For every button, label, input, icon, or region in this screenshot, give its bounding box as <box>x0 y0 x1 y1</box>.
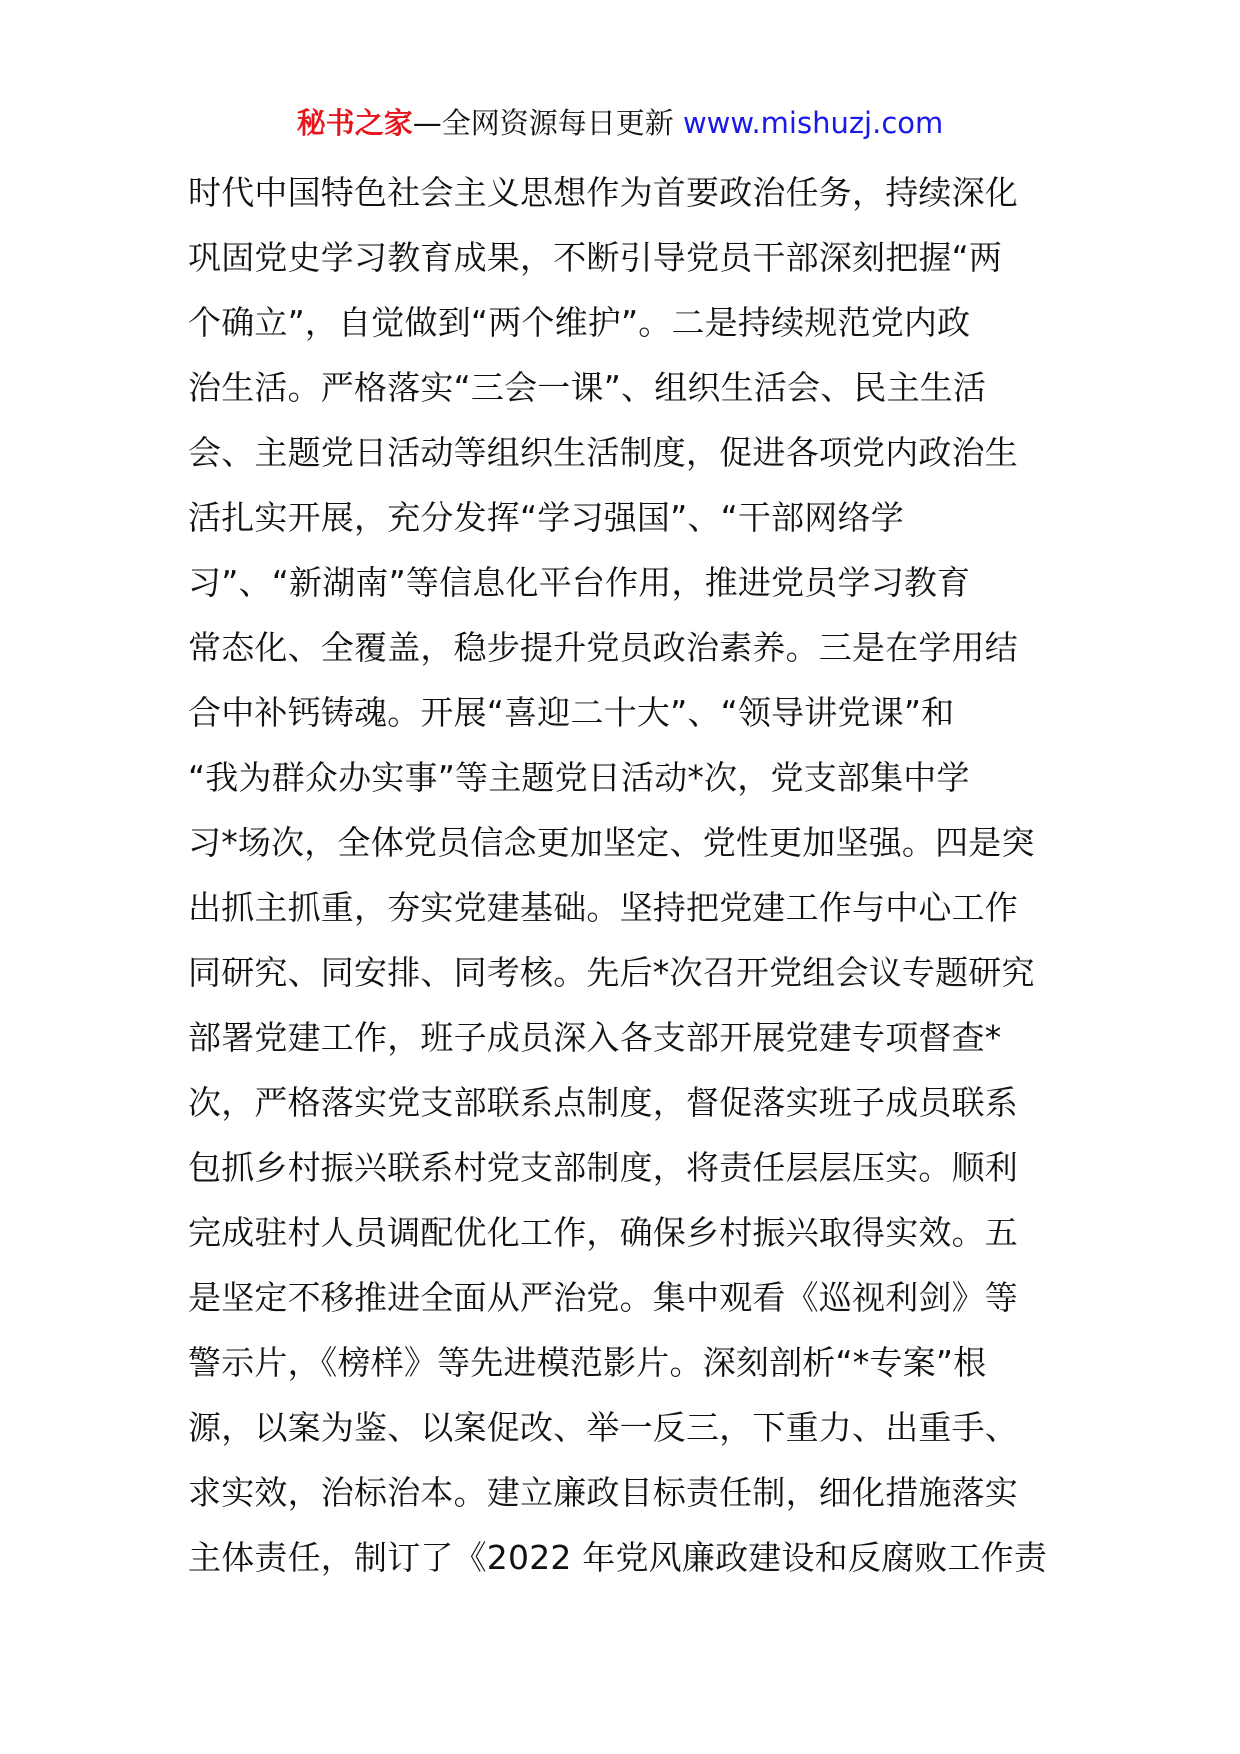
text-line: 完成驻村人员调配优化工作，确保乡村振兴取得实效。五 <box>188 1213 1018 1252</box>
text-line: 是坚定不移推进全面从严治党。集中观看《巡视利剑》等 <box>188 1278 1018 1317</box>
text-line: 会、主题党日活动等组织生活制度，促进各项党内政治生 <box>188 433 1018 472</box>
text-line: 源，以案为鉴、以案促改、举一反三，下重力、出重手、 <box>188 1408 1018 1447</box>
text-line: 巩固党史学习教育成果，不断引导党员干部深刻把握“两 <box>188 238 1003 277</box>
text-line: 包抓乡村振兴联系村党支部制度，将责任层层压实。顺利 <box>188 1148 1018 1187</box>
page-header <box>0 103 1240 143</box>
text-line: 习*场次，全体党员信念更加坚定、党性更加坚强。四是突 <box>188 823 1035 862</box>
text-line: 主体责任，制订了《2022 年党风廉政建设和反腐败工作责 <box>188 1538 1048 1577</box>
text-line: “我为群众办实事”等主题党日活动*次，党支部集中学 <box>188 758 970 797</box>
text-line: 同研究、同安排、同考核。先后*次召开党组会议专题研究 <box>188 953 1035 992</box>
text-line: 习”、“新湖南”等信息化平台作用，推进党员学习教育 <box>188 563 971 602</box>
text-line: 常态化、全覆盖，稳步提升党员政治素养。三是在学用结 <box>188 628 1018 667</box>
text-line: 部署党建工作，班子成员深入各支部开展党建专项督查* <box>188 1018 1002 1057</box>
website-link[interactable]: www.mishuzj.com <box>682 106 944 140</box>
text-line: 求实效，治标治本。建立廉政目标责任制，细化措施落实 <box>188 1473 1018 1512</box>
text-line: 合中补钙铸魂。开展“喜迎二十大”、“领导讲党课”和 <box>188 693 955 732</box>
text-line: 治生活。严格落实“三会一课”、组织生活会、民主生活 <box>188 368 987 407</box>
document-body <box>188 160 1068 1590</box>
text-line: 时代中国特色社会主义思想作为首要政治任务，持续深化 <box>188 173 1018 212</box>
text-line: 活扎实开展，充分发挥“学习强国”、“干部网络学 <box>188 498 904 537</box>
text-line: 出抓主抓重，夯实党建基础。坚持把党建工作与中心工作 <box>188 888 1018 927</box>
text-line: 次，严格落实党支部联系点制度，督促落实班子成员联系 <box>188 1083 1018 1122</box>
text-line: 警示片，《榜样》等先进模范影片。深刻剖析“*专案”根 <box>188 1343 987 1382</box>
text-line: 个确立”，自觉做到“两个维护”。二是持续规范党内政 <box>188 303 971 342</box>
brand-name: 秘书之家 <box>296 106 413 140</box>
header-tagline: —全网资源每日更新 <box>412 106 683 140</box>
